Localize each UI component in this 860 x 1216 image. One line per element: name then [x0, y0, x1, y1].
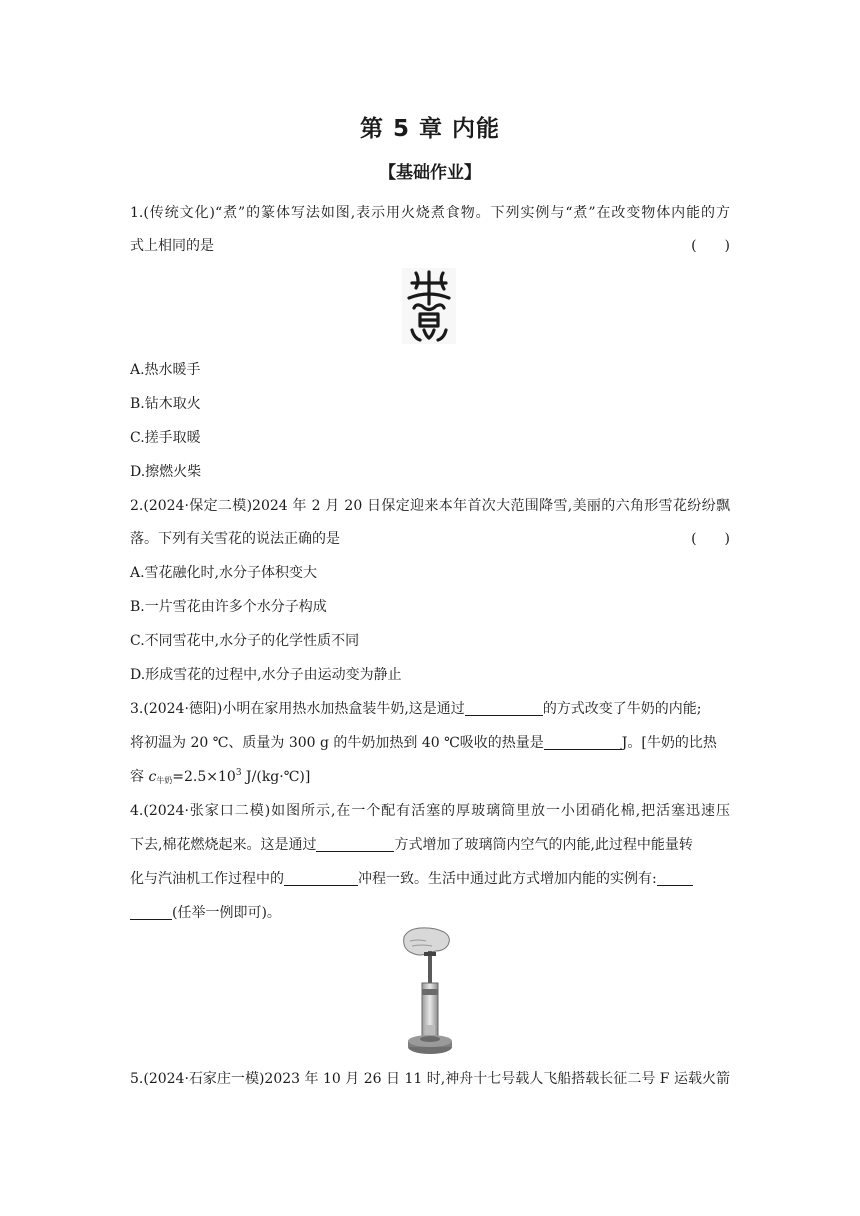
q1-line-2: [130, 236, 730, 256]
q2-line-2-text: 落。下列有关雪花的说法正确的是: [130, 531, 340, 547]
section-heading: 【基础作业】: [379, 163, 481, 183]
q1-option-a: A.热水暖手: [130, 362, 201, 378]
q3-text-1b: 的方式改变了牛奶的内能;: [542, 701, 702, 717]
q4-text-2b: 方式增加了玻璃筒内空气的内能,此过程中能量转: [394, 837, 693, 853]
q4-blank-3a[interactable]: [657, 869, 693, 886]
q4-line-4: [130, 903, 730, 923]
q3-text-1a: 3.(2024·德阳)小明在家用热水加热盒装牛奶,这是通过: [130, 701, 465, 717]
glass-cylinder-piston-icon: [394, 925, 466, 1057]
q2-option-d: D.形成雪花的过程中,水分子由运动变为静止: [130, 667, 402, 683]
q3-line-1: [130, 699, 730, 719]
q4-blank-2[interactable]: [284, 869, 358, 886]
q3-text-2b: J。[牛奶的比热: [621, 735, 717, 751]
q4-text-3b: 冲程一致。生活中通过此方式增加内能的实例有:: [358, 871, 657, 887]
q3-line-3: [130, 767, 730, 787]
q3-blank-2[interactable]: [544, 733, 622, 750]
q3-line-2: [130, 733, 730, 753]
q4-text-2a: 下去,棉花燃烧起来。这是通过: [130, 837, 317, 853]
q3-symbol-c: c: [148, 769, 157, 785]
q4-blank-3b[interactable]: [130, 903, 172, 920]
page-title: 第 5 章 内能: [359, 116, 501, 142]
q4-text-4b: (任举一例即可)。: [172, 905, 281, 921]
q2-answer-paren: ( ): [691, 531, 730, 547]
q2-option-b: B.一片雪花由许多个水分子构成: [130, 599, 327, 615]
q3-text-2a: 将初温为 20 ℃、质量为 300 g 的牛奶加热到 40 ℃吸收的热量是: [130, 735, 544, 751]
zhu-seal-script-icon: [402, 268, 456, 344]
q3-text-3b: =2.5×10: [172, 769, 236, 785]
q4-text-3a: 化与汽油机工作过程中的: [130, 871, 284, 887]
q3-text-3a: 容: [130, 769, 149, 785]
q1-option-c: C.搓手取暖: [130, 430, 201, 446]
q4-line-1: 4.(2024·张家口二模)如图所示,在一个配有活塞的厚玻璃筒里放一小团硝化棉,把活塞迅速压: [130, 803, 730, 819]
q2-line-2: [130, 529, 730, 549]
q4-line-2: [130, 835, 730, 855]
q3-text-3d: J/(kg·℃)]: [241, 769, 311, 785]
q1-option-b: B.钻木取火: [130, 396, 201, 412]
q1-option-d: D.擦燃火柴: [130, 464, 202, 480]
q2-line-1: 2.(2024·保定二模)2024 年 2 月 20 日保定迎来本年首次大范围降雪,美丽的六角形雪花纷纷飘: [130, 498, 730, 514]
q1-line-1: 1.(传统文化)“煮”的篆体写法如图,表示用火烧煮食物。下列实例与“煮”在改变物体内能的方: [130, 205, 730, 221]
q4-blank-1[interactable]: [316, 835, 394, 852]
q1-answer-paren: ( ): [691, 238, 730, 254]
q2-option-a: A.雪花融化时,水分子体积变大: [130, 565, 318, 581]
q5-line-1: 5.(2024·石家庄一模)2023 年 10 月 26 日 11 时,神舟十七号载人飞船搭载长征二号 F 运载火箭: [130, 1071, 730, 1087]
q3-subscript: 牛奶: [156, 776, 173, 785]
q3-blank-1[interactable]: [465, 699, 543, 716]
q1-line-2-text: 式上相同的是: [130, 238, 214, 254]
q4-line-3: [130, 869, 730, 889]
q2-option-c: C.不同雪花中,水分子的化学性质不同: [130, 633, 360, 649]
q3-superscript: 3: [235, 768, 242, 778]
